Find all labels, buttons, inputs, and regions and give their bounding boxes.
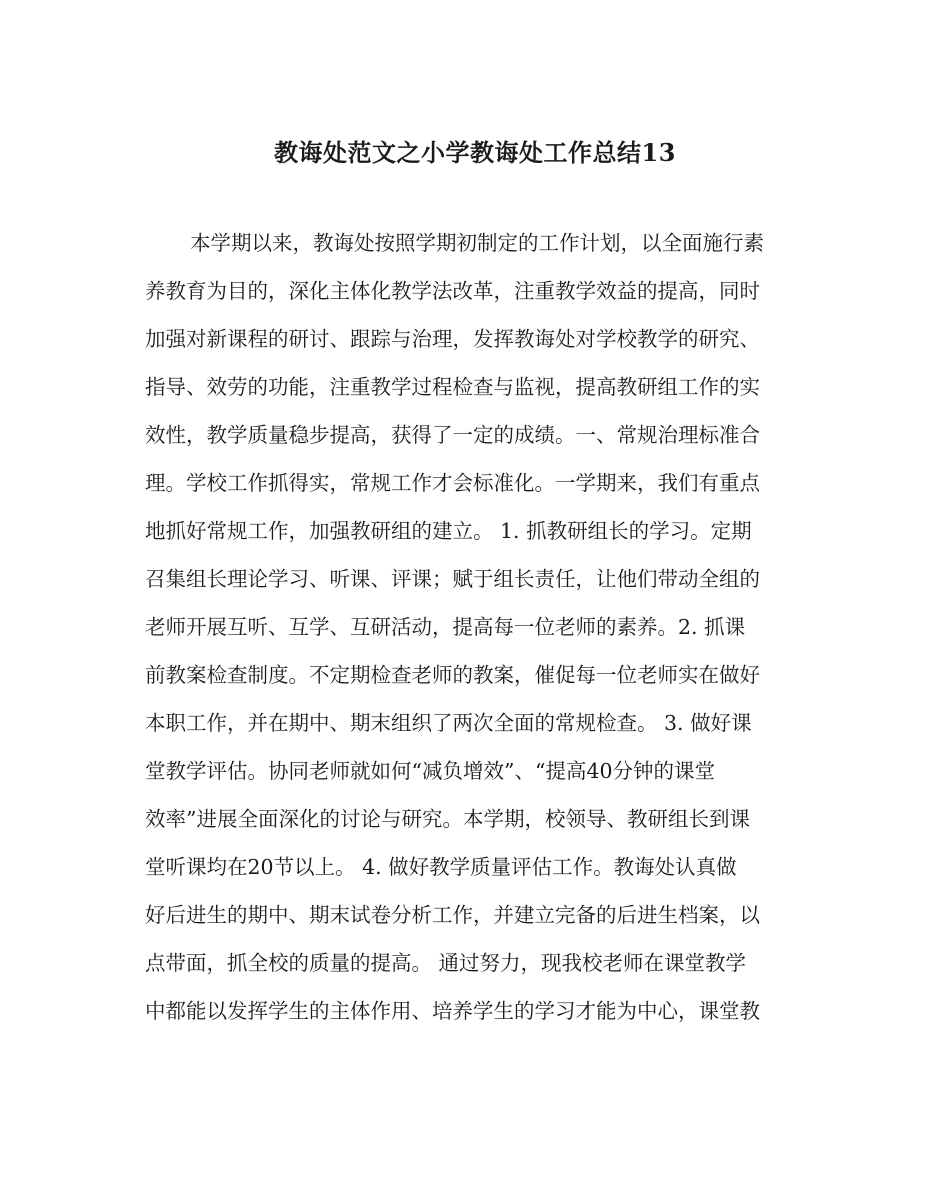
body-line: 地抓好常规工作，加强教研组的建立。 1. 抓教研组长的学习。定期 xyxy=(145,519,752,543)
document-title: 教诲处范文之小学教诲处工作总结13 xyxy=(274,138,676,167)
body-line: 召集组长理论学习、听课、评课；赋于组长责任，让他们带动全组的 xyxy=(145,567,760,591)
document-body xyxy=(145,219,805,1035)
body-line: 加强对新课程的研讨、跟踪与治理，发挥教诲处对学校教学的研究、 xyxy=(145,327,760,351)
body-line: 效性，教学质量稳步提高，获得了一定的成绩。一、常规治理标准合 xyxy=(145,423,760,447)
body-line: 本职工作，并在期中、期末组织了两次全面的常规检查。 3. 做好课 xyxy=(145,711,752,735)
body-line: 好后进生的期中、期末试卷分析工作，并建立完备的后进生档案，以 xyxy=(145,903,760,927)
body-line: 养教育为目的，深化主体化教学法改革，注重教学效益的提高，同时 xyxy=(145,279,760,303)
body-line: 点带面，抓全校的质量的提高。 通过努力，现我校老师在课堂教学 xyxy=(145,951,747,975)
body-line: 堂听课均在20节以上。 4. 做好教学质量评估工作。教诲处认真做 xyxy=(145,855,737,879)
body-line: 指导、效劳的功能，注重教学过程检查与监视，提高教研组工作的实 xyxy=(145,375,760,399)
body-line: 本学期以来，教诲处按照学期初制定的工作计划，以全面施行素 xyxy=(190,231,764,255)
body-line: 理。学校工作抓得实，常规工作才会标准化。一学期来，我们有重点 xyxy=(145,471,760,495)
body-line: 中都能以发挥学生的主体作用、培养学生的学习才能为中心，课堂教 xyxy=(145,999,760,1023)
body-line: 堂教学评估。协同老师就如何“减负增效”、“提高40分钟的课堂 xyxy=(145,759,716,783)
body-line: 效率”进展全面深化的讨论与研究。本学期，校领导、教研组长到课 xyxy=(145,807,750,831)
body-line: 前教案检查制度。不定期检查老师的教案，催促每一位老师实在做好 xyxy=(145,663,760,687)
body-line: 老师开展互听、互学、互研活动，提高每一位老师的素养。2. 抓课 xyxy=(145,615,746,639)
